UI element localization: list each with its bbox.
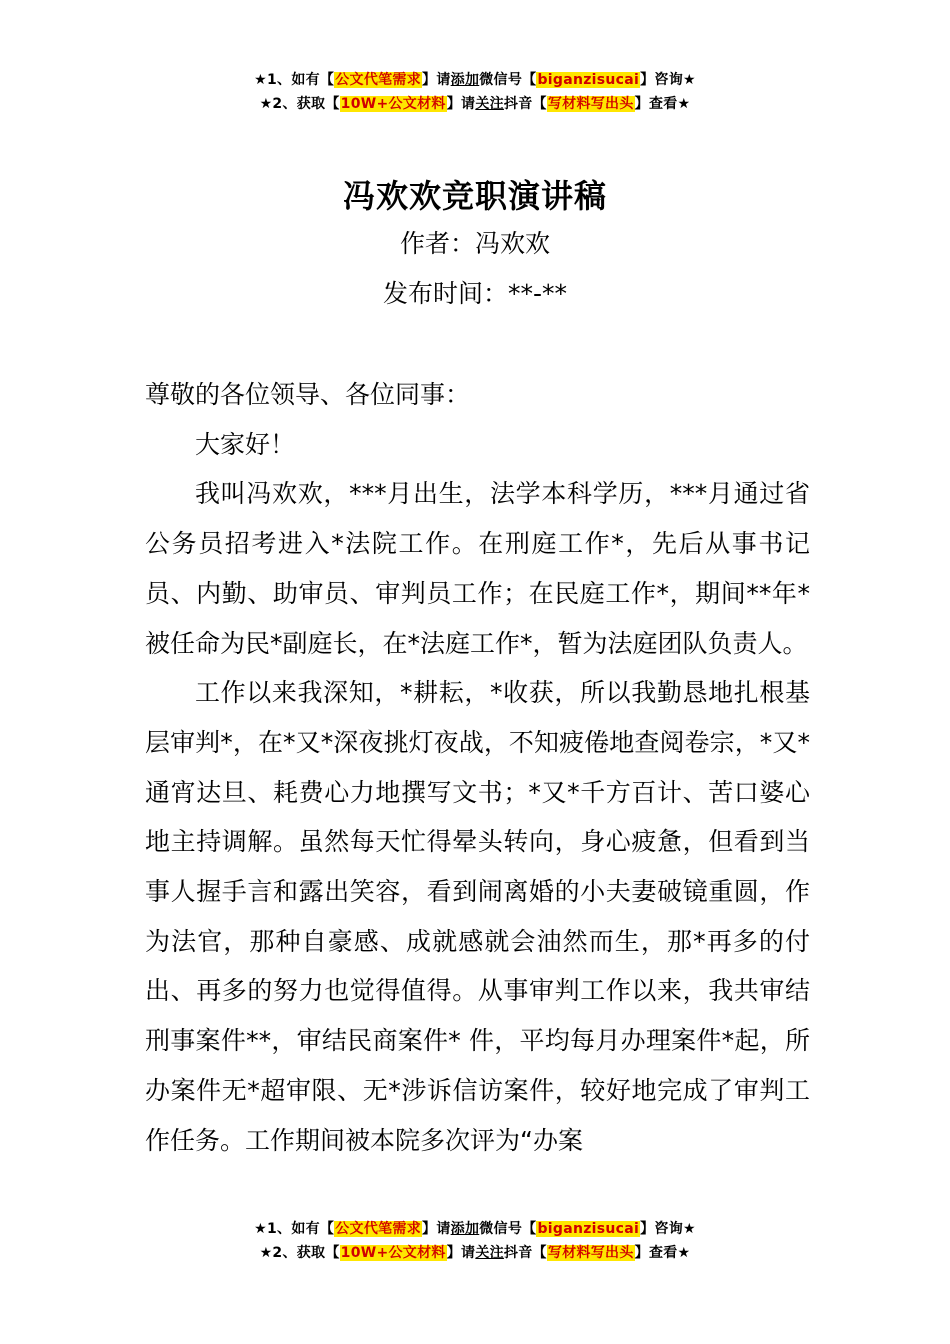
body-paragraph: 工作以来我深知，*耕耘，*收获，所以我勤恳地扎根基层审判*，在*又*深夜挑灯夜战，不知疲倦地查阅卷宗，*又*通宵达旦、耗费心力地撰写文书；*又*千方百计、苦口婆心地主持调解。虽然每天忙得晕头转向，身心疲惫，但看到当事人握手言和露出笑容，看到闹离婚的小夫妻破镜重圆，作为法官，那种自豪感、成就感就会油然而生，那*再多的付出、再多的努力也觉得值得。从事审判工作以来，我共审结刑事案件**，审结民商案件* 件，平均每月办理案件*起，所办案件无*超审限、无*涉诉信访案件，较好地完成了审判工作任务。工作期间被本院多次评为“办案 [145, 678, 810, 1155]
promo-highlight: biganzisucai [537, 1221, 640, 1237]
promo-line-1: ★1、如有【公文代笔需求】请添加微信号【biganzisucai】咨询★ [254, 72, 696, 88]
document-body [145, 370, 810, 1165]
promo-highlight: 写材料写出头 [547, 1245, 634, 1261]
document-title: 冯欢欢竞职演讲稿 [342, 177, 607, 215]
promo-highlight: 10W+公文材料 [340, 1245, 446, 1261]
document-author: 作者：冯欢欢 [399, 229, 550, 258]
salutation: 尊敬的各位领导、各位同事： [145, 380, 471, 409]
promo-highlight: 10W+公文材料 [340, 96, 446, 112]
promo-highlight: 写材料写出头 [547, 96, 634, 112]
body-paragraph: 我叫冯欢欢，***月出生，法学本科学历，***月通过省公务员招考进入*法院工作。在刑庭工作*，先后从事书记员、内勤、助审员、审判员工作；在民庭工作*，期间**年*被任命为民*副庭长，在*法庭工作*，暂为法庭团队负责人。 [145, 479, 810, 658]
promo-line-2: ★2、获取【10W+公文材料】请关注抖音【写材料写出头】查看★ [259, 96, 691, 112]
promo-line-2: ★2、获取【10W+公文材料】请关注抖音【写材料写出头】查看★ [259, 1245, 691, 1261]
top-promo-banner [0, 68, 950, 116]
document-date: 发布时间：**-** [382, 279, 568, 308]
promo-line-1: ★1、如有【公文代笔需求】请添加微信号【biganzisucai】咨询★ [254, 1221, 696, 1237]
promo-highlight: 公文代笔需求 [335, 1221, 422, 1237]
greeting: 大家好！ [195, 429, 296, 459]
promo-highlight: 公文代笔需求 [335, 72, 422, 88]
promo-highlight: biganzisucai [537, 72, 640, 88]
bottom-promo-banner [0, 1217, 950, 1265]
